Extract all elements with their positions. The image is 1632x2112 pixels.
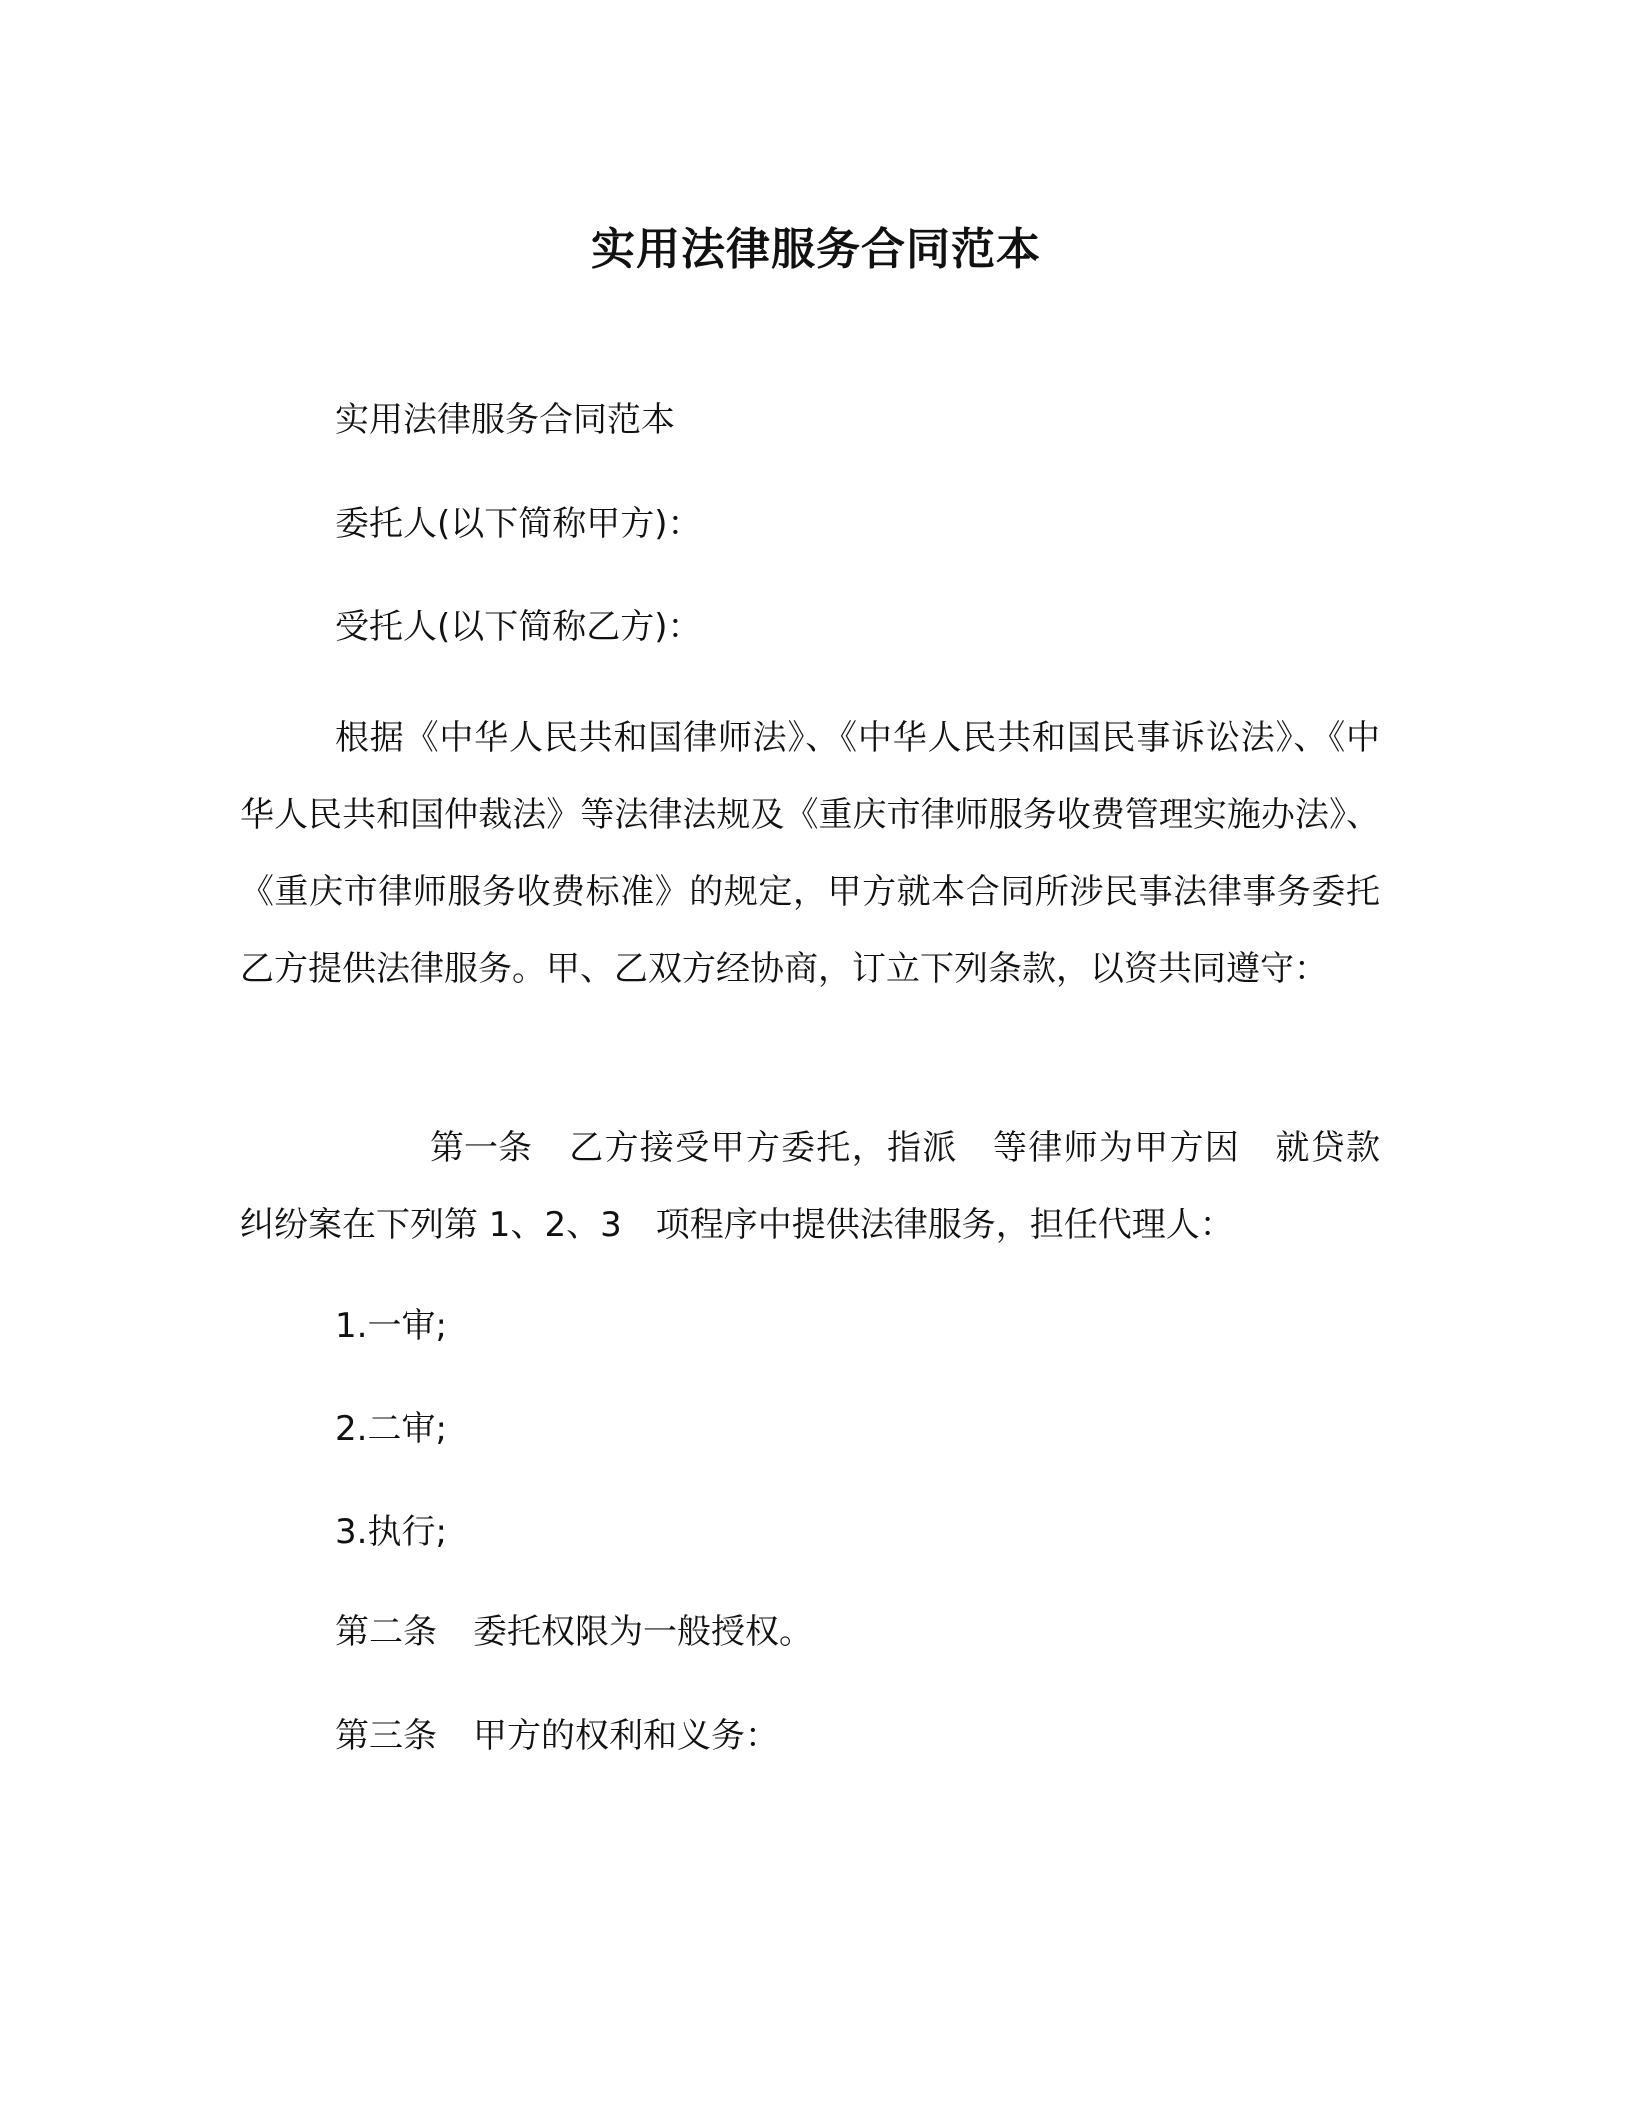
article-1-paragraph — [240, 1110, 1380, 1264]
article-3-text: 甲方的权利和义务： — [473, 1716, 779, 1756]
article-1-text-part1: 乙方接受甲方委托，指派 — [568, 1128, 958, 1168]
article-1-text-part2: 等律师为甲方因 — [991, 1128, 1241, 1168]
article-3-line — [335, 1712, 779, 1760]
party-b-line: 受托人(以下简称乙方)： — [335, 607, 702, 647]
document-subtitle: 实用法律服务合同范本 — [335, 400, 675, 440]
article-2-line — [335, 1608, 813, 1656]
article-1-text-part3: 就贷款纠纷案在下列第 1、2、3 — [240, 1128, 1381, 1245]
document-title: 实用法律服务合同范本 — [591, 224, 1041, 275]
article-1-label: 第一条 — [430, 1128, 532, 1168]
article-2-label: 第二条 — [335, 1612, 437, 1652]
preamble-paragraph: 根据《中华人民共和国律师法》、《中华人民共和国民事诉讼法》、《中华人民共和国仲裁法》等法律法规及《重庆市律师服务收费管理实施办法》、《重庆市律师服务收费标准》的规定，甲方就本合同所涉民事法律事务委托乙方提供法律服务。甲、乙双方经协商，订立下列条款，以资共同遵守： — [240, 718, 1380, 989]
stage-item: 3.执行; — [335, 1512, 447, 1552]
stage-item: 2.二审; — [335, 1409, 447, 1449]
article-1-text-part4: 项程序中提供法律服务，担任代理人： — [655, 1205, 1234, 1245]
article-3-label: 第三条 — [335, 1716, 437, 1756]
stage-item: 1.一审; — [335, 1306, 447, 1346]
article-2-text: 委托权限为一般授权。 — [473, 1612, 813, 1652]
party-a-line: 委托人(以下简称甲方)： — [335, 504, 702, 544]
